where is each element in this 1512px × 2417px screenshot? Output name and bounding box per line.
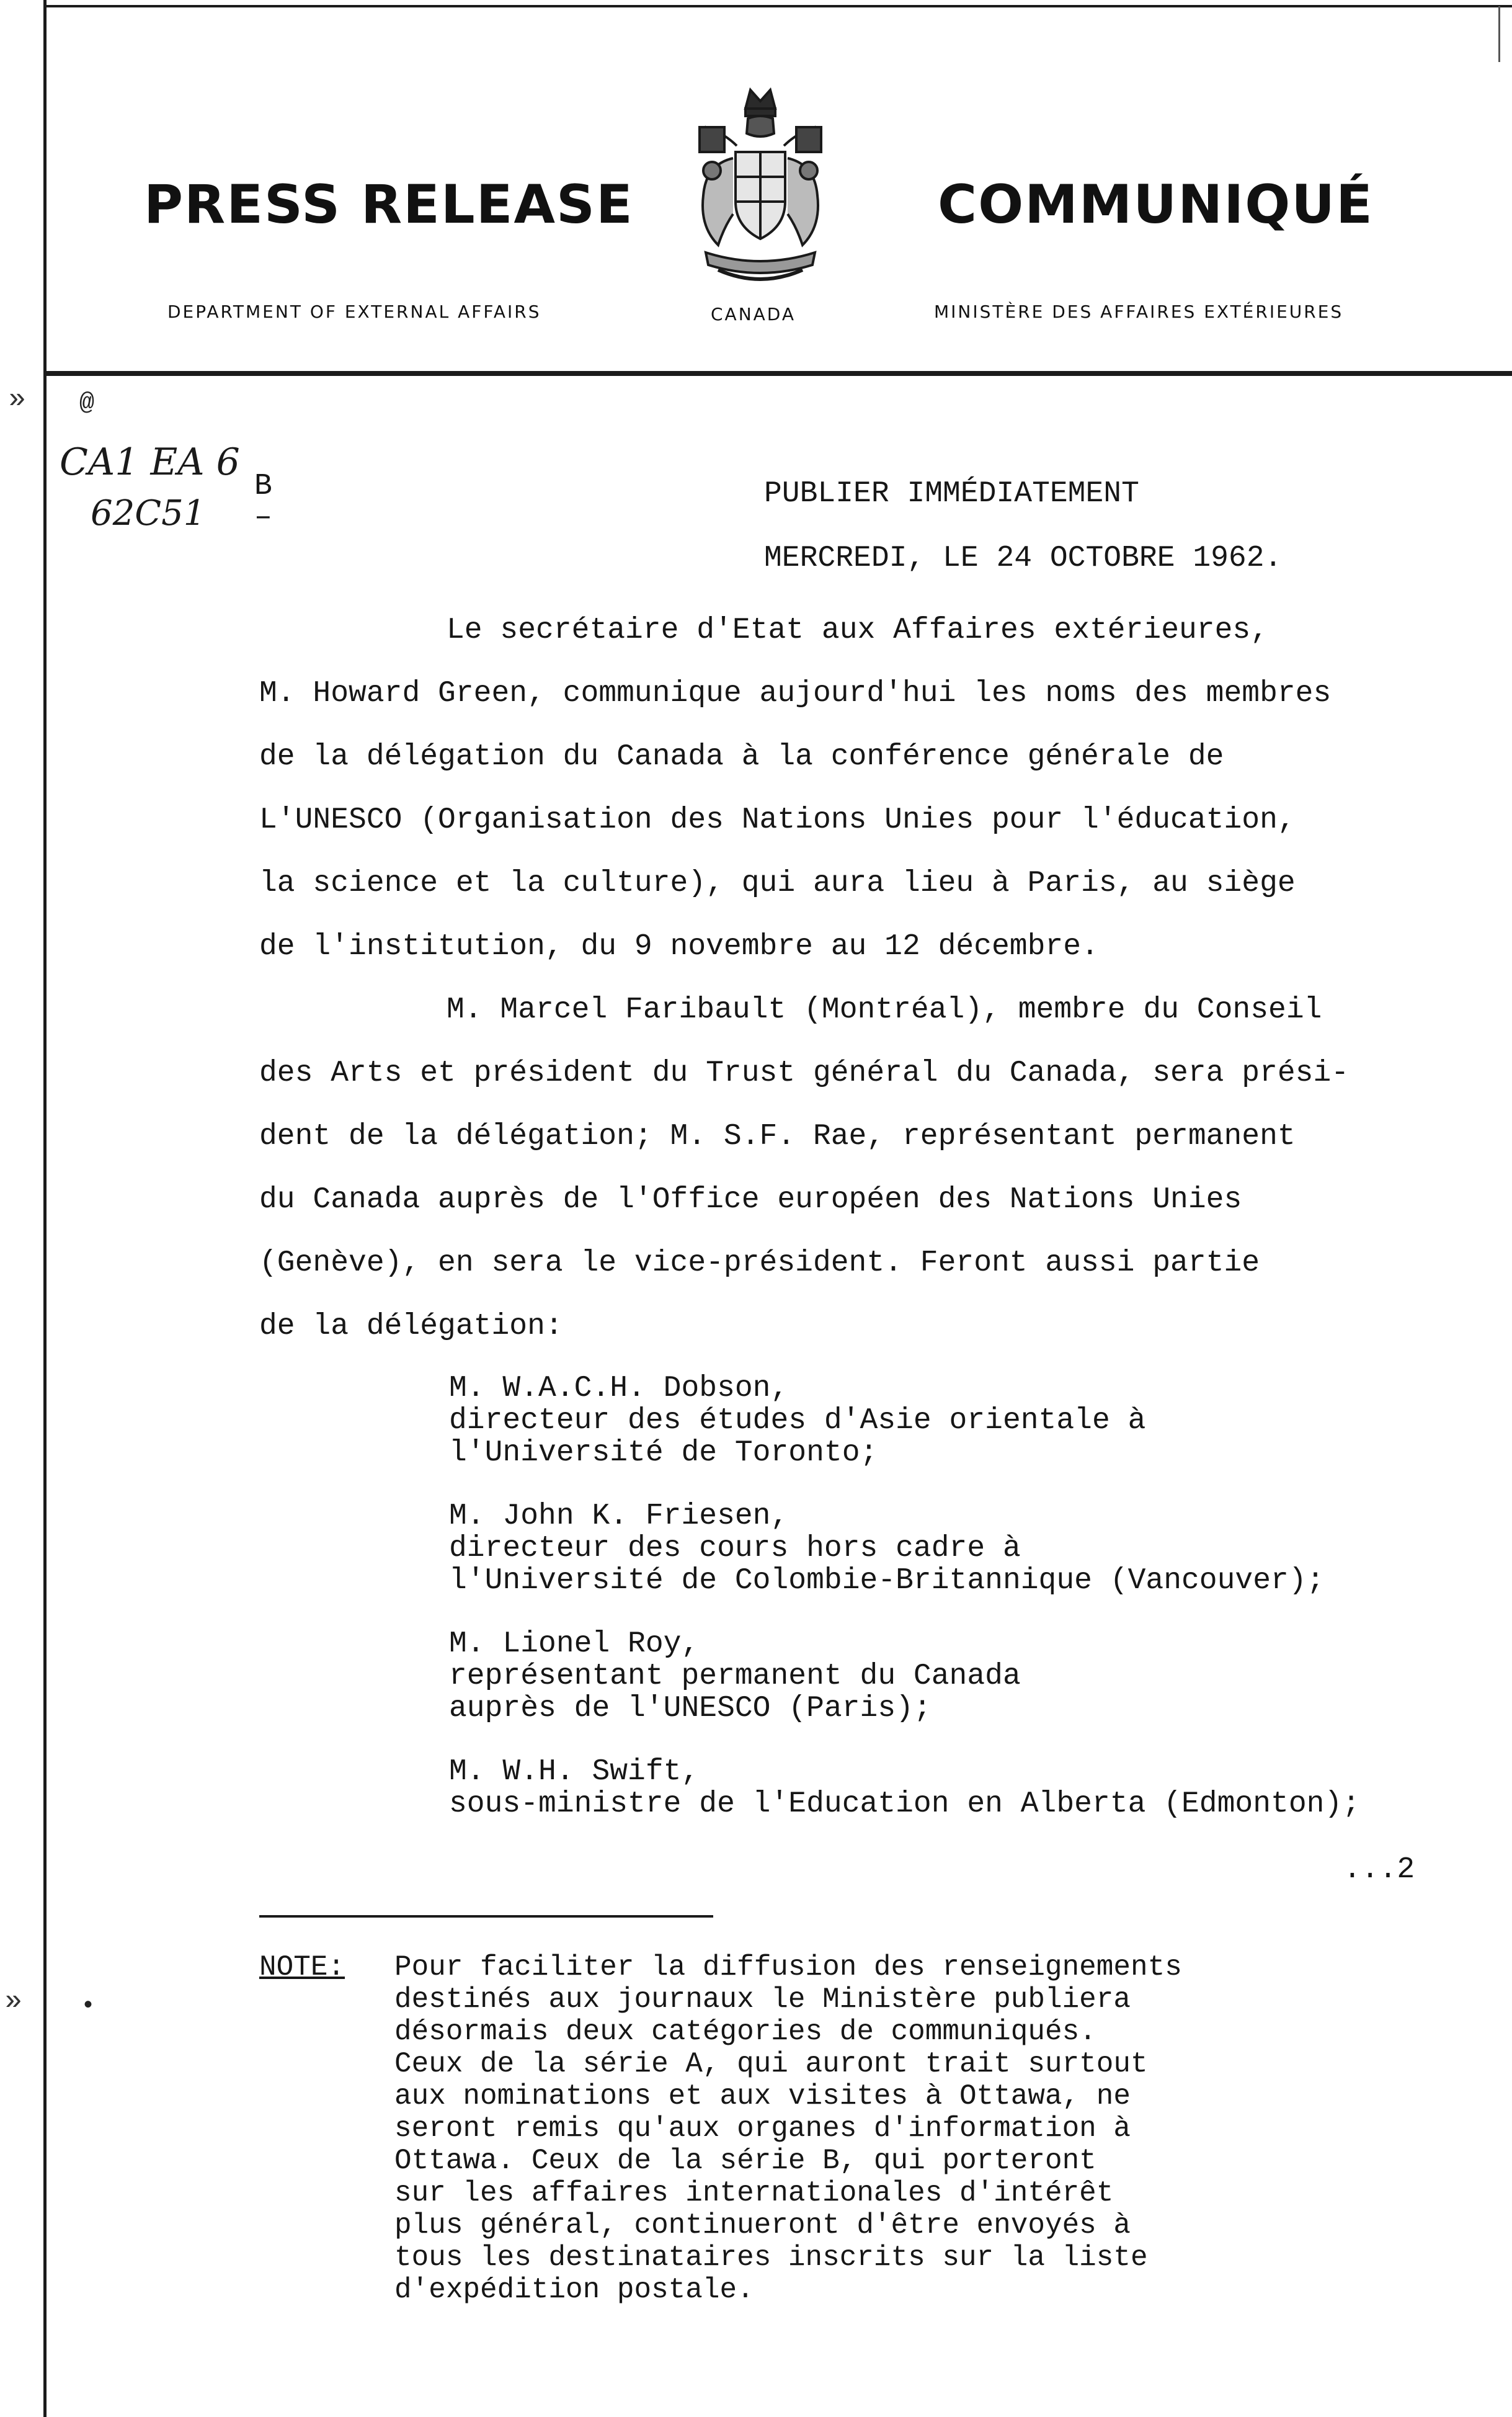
paragraph1-line4: L'UNESCO (Organisation des Nations Unies pour l'éducation, bbox=[259, 803, 1296, 837]
press-release-title: PRESS RELEASE bbox=[144, 174, 634, 236]
left-margin-rule bbox=[43, 0, 47, 2417]
note-line: tous les destinataires inscrits sur la liste bbox=[394, 2241, 1148, 2274]
paragraph2-line1: M. Marcel Faribault (Montréal), membre du Conseil bbox=[447, 993, 1322, 1027]
coat-of-arms-icon bbox=[681, 84, 840, 295]
delegate-name: M. W.A.C.H. Dobson, bbox=[449, 1372, 789, 1405]
delegate-title: sous-ministre de l'Education en Alberta (Edmonton); bbox=[449, 1787, 1361, 1821]
paragraph1-line2: M. Howard Green, communique aujourd'hui les noms des membres bbox=[259, 677, 1332, 710]
note-line: désormais deux catégories de communiqués. bbox=[394, 2016, 1096, 2048]
delegate-title: l'Université de Toronto; bbox=[449, 1436, 878, 1470]
release-date: MERCREDI, LE 24 OCTOBRE 1962. bbox=[764, 542, 1283, 575]
paragraph1-line1: Le secrétaire d'Etat aux Affaires extérieures, bbox=[447, 614, 1269, 647]
note-line: Pour faciliter la diffusion des renseignements bbox=[394, 1951, 1182, 1983]
footnote-rule bbox=[259, 1915, 713, 1918]
department-name-french: MINISTÈRE DES AFFAIRES EXTÉRIEURES bbox=[934, 302, 1344, 322]
paragraph1-line6: de l'institution, du 9 novembre au 12 décembre. bbox=[259, 930, 1099, 963]
right-edge-mark bbox=[1498, 6, 1500, 62]
paragraph2-line2: des Arts et président du Trust général du Canada, sera prési- bbox=[259, 1057, 1350, 1090]
series-underline: – bbox=[254, 501, 272, 534]
top-border-rule bbox=[43, 5, 1512, 7]
note-line: destinés aux journaux le Ministère publiera bbox=[394, 1983, 1131, 2016]
paragraph2-line5: (Genève), en sera le vice-président. Feront aussi partie bbox=[259, 1246, 1260, 1280]
margin-bracket-mark-top: » bbox=[9, 383, 26, 416]
delegate-name: M. John K. Friesen, bbox=[449, 1499, 789, 1533]
note-line: aux nominations et aux visites à Ottawa, ne bbox=[394, 2080, 1131, 2112]
delegate-name: M. Lionel Roy, bbox=[449, 1627, 700, 1661]
catalog-number-line2: 62C51 bbox=[91, 493, 206, 534]
delegate-title: l'Université de Colombie-Britannique (Vancouver); bbox=[449, 1564, 1325, 1597]
paragraph2-line4: du Canada auprès de l'Office européen des Nations Unies bbox=[259, 1183, 1242, 1217]
note-line: sur les affaires internationales d'intérêt bbox=[394, 2177, 1114, 2209]
delegate-title: auprès de l'UNESCO (Paris); bbox=[449, 1692, 932, 1725]
header-divider bbox=[46, 371, 1512, 376]
delegate-title: directeur des cours hors cadre à bbox=[449, 1532, 1021, 1565]
paragraph1-line5: la science et la culture), qui aura lieu à Paris, au siège bbox=[259, 867, 1296, 900]
binder-hole-bottom: • bbox=[81, 1993, 96, 2021]
note-line: plus général, continueront d'être envoyés à bbox=[394, 2209, 1131, 2241]
delegate-title: représentant permanent du Canada bbox=[449, 1660, 1021, 1693]
release-instruction: PUBLIER IMMÉDIATEMENT bbox=[764, 477, 1139, 511]
catalog-number-line1: CA1 EA 6 bbox=[60, 440, 240, 484]
canada-label: CANADA bbox=[711, 304, 796, 324]
delegate-name: M. W.H. Swift, bbox=[449, 1755, 700, 1789]
note-line: Ottawa. Ceux de la série B, qui porteront bbox=[394, 2145, 1096, 2177]
paragraph2-line6: de la délégation: bbox=[259, 1310, 563, 1343]
binder-hole-top: @ bbox=[79, 390, 95, 418]
delegate-title: directeur des études d'Asie orientale à bbox=[449, 1404, 1146, 1437]
paragraph2-line3: dent de la délégation; M. S.F. Rae, représentant permanent bbox=[259, 1120, 1296, 1153]
note-line: Ceux de la série A, qui auront trait surtout bbox=[394, 2048, 1148, 2080]
note-line: d'expédition postale. bbox=[394, 2274, 754, 2306]
note-label: NOTE: bbox=[259, 1951, 345, 1983]
continuation-marker: ...2 bbox=[1343, 1853, 1415, 1887]
margin-bracket-mark-bottom: » bbox=[5, 1985, 22, 2017]
department-name-english: DEPARTMENT OF EXTERNAL AFFAIRS bbox=[167, 302, 541, 322]
series-letter: B bbox=[254, 470, 272, 503]
paragraph1-line3: de la délégation du Canada à la conférence générale de bbox=[259, 740, 1224, 774]
communique-title: COMMUNIQUÉ bbox=[938, 174, 1374, 236]
note-line: seront remis qu'aux organes d'information à bbox=[394, 2112, 1131, 2145]
canada-coat-of-arms bbox=[681, 84, 840, 295]
